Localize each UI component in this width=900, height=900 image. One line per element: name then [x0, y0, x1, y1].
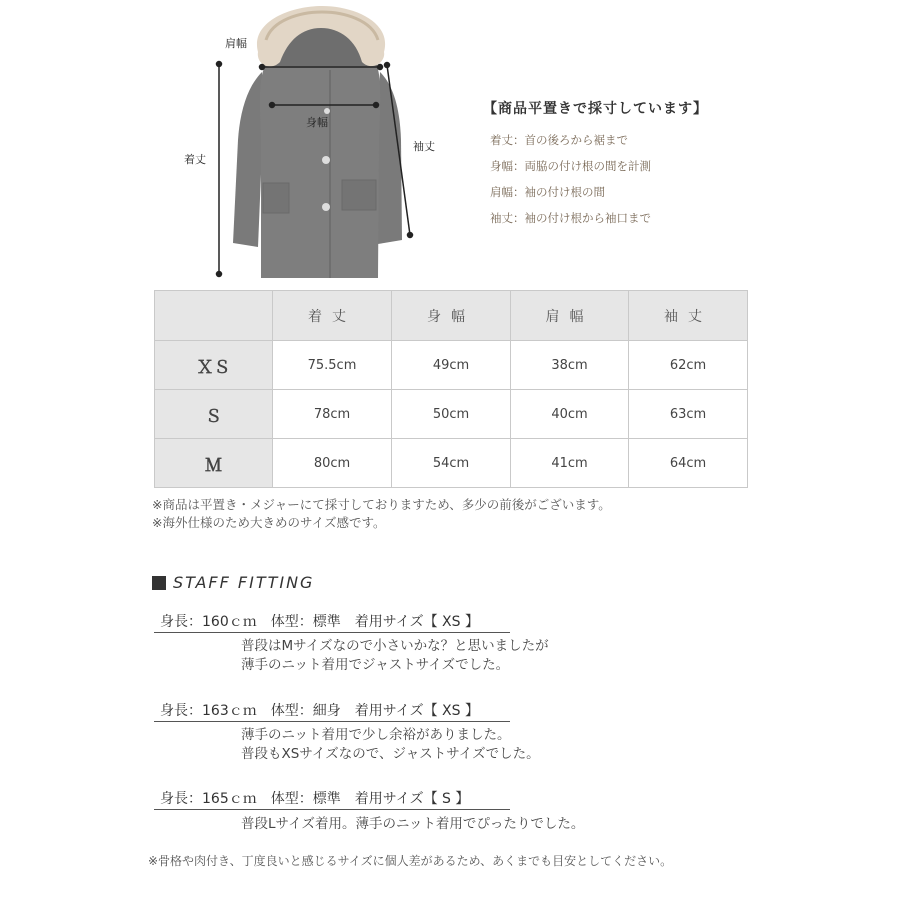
label-body-width: 身幅 — [306, 116, 328, 129]
size-label: Ｓ — [155, 390, 273, 439]
footnote: ※商品は平置き・メジャーにて採寸しておりますため、多少の前後がございます。 — [152, 497, 611, 512]
table-cell: 78cm — [273, 390, 392, 439]
header-sleeve: 袖丈 — [629, 291, 748, 341]
table-cell: 80cm — [273, 439, 392, 488]
note-item: 肩幅：袖の付け根の間 — [490, 185, 605, 199]
table-corner-cell — [155, 291, 273, 341]
measurement-notes-title: 【商品平置きで採寸しています】 — [483, 101, 708, 117]
fitting-entry-head: 身長：163ｃｍ 体型：細身 着用サイズ【 XS 】 — [160, 703, 479, 719]
fitting-comment: 普段はMサイズなので小さいかな？と思いましたが 薄手のニット着用でジャストサイズでした。 — [241, 638, 549, 673]
label-shoulder: 肩幅 — [225, 37, 247, 50]
fitting-comment: 薄手のニット着用で少し余裕がありました。 普段もXSサイズなので、ジャストサイズでした。 — [241, 727, 540, 762]
bottom-footnote: ※骨格や肉付き、丁度良いと感じるサイズに個人差があるため、あくまでも目安としてください。 — [148, 854, 673, 868]
note-item: 袖丈：袖の付け根から袖口まで — [490, 211, 651, 225]
coat-body — [260, 66, 380, 278]
table-cell: 54cm — [392, 439, 511, 488]
table-cell: 49cm — [392, 341, 511, 390]
fitting-entry-head: 身長：160ｃｍ 体型：標準 着用サイズ【 XS 】 — [160, 614, 479, 630]
label-length: 着丈 — [184, 153, 206, 166]
divider — [154, 809, 510, 810]
coat-right-pocket — [342, 180, 376, 210]
size-table — [154, 290, 748, 488]
divider — [154, 721, 510, 722]
table-row — [155, 341, 748, 390]
table-cell: 64cm — [629, 439, 748, 488]
table-cell: 40cm — [511, 390, 629, 439]
table-cell: 75.5cm — [273, 341, 392, 390]
table-row — [155, 439, 748, 488]
header-body-width: 身幅 — [392, 291, 511, 341]
coat-left-pocket — [263, 183, 289, 213]
header-shoulder: 肩幅 — [511, 291, 629, 341]
note-item: 着丈：首の後ろから裾まで — [490, 133, 628, 147]
divider — [154, 632, 510, 633]
note-item: 身幅：両脇の付け根の間を計測 — [490, 159, 651, 173]
measurement-diagram — [0, 0, 900, 290]
coat-left-sleeve — [233, 72, 262, 247]
table-cell: 63cm — [629, 390, 748, 439]
table-cell: 62cm — [629, 341, 748, 390]
footnote: ※海外仕様のため大きめのサイズ感です。 — [152, 515, 386, 530]
size-label: ＸＳ — [155, 341, 273, 390]
square-bullet-icon — [152, 576, 166, 590]
table-cell: 50cm — [392, 390, 511, 439]
size-label: Ｍ — [155, 439, 273, 488]
table-row — [155, 390, 748, 439]
label-sleeve: 袖丈 — [413, 140, 435, 153]
fitting-entry-head: 身長：165ｃｍ 体型：標準 着用サイズ【 S 】 — [160, 791, 470, 807]
table-header-row — [155, 291, 748, 341]
table-cell: 38cm — [511, 341, 629, 390]
staff-fitting-heading: STAFF FITTING — [152, 573, 314, 592]
header-length: 着丈 — [273, 291, 392, 341]
table-cell: 41cm — [511, 439, 629, 488]
fitting-comment: 普段Lサイズ着用。薄手のニット着用でぴったりでした。 — [241, 816, 585, 832]
coat-illustration — [0, 0, 900, 290]
